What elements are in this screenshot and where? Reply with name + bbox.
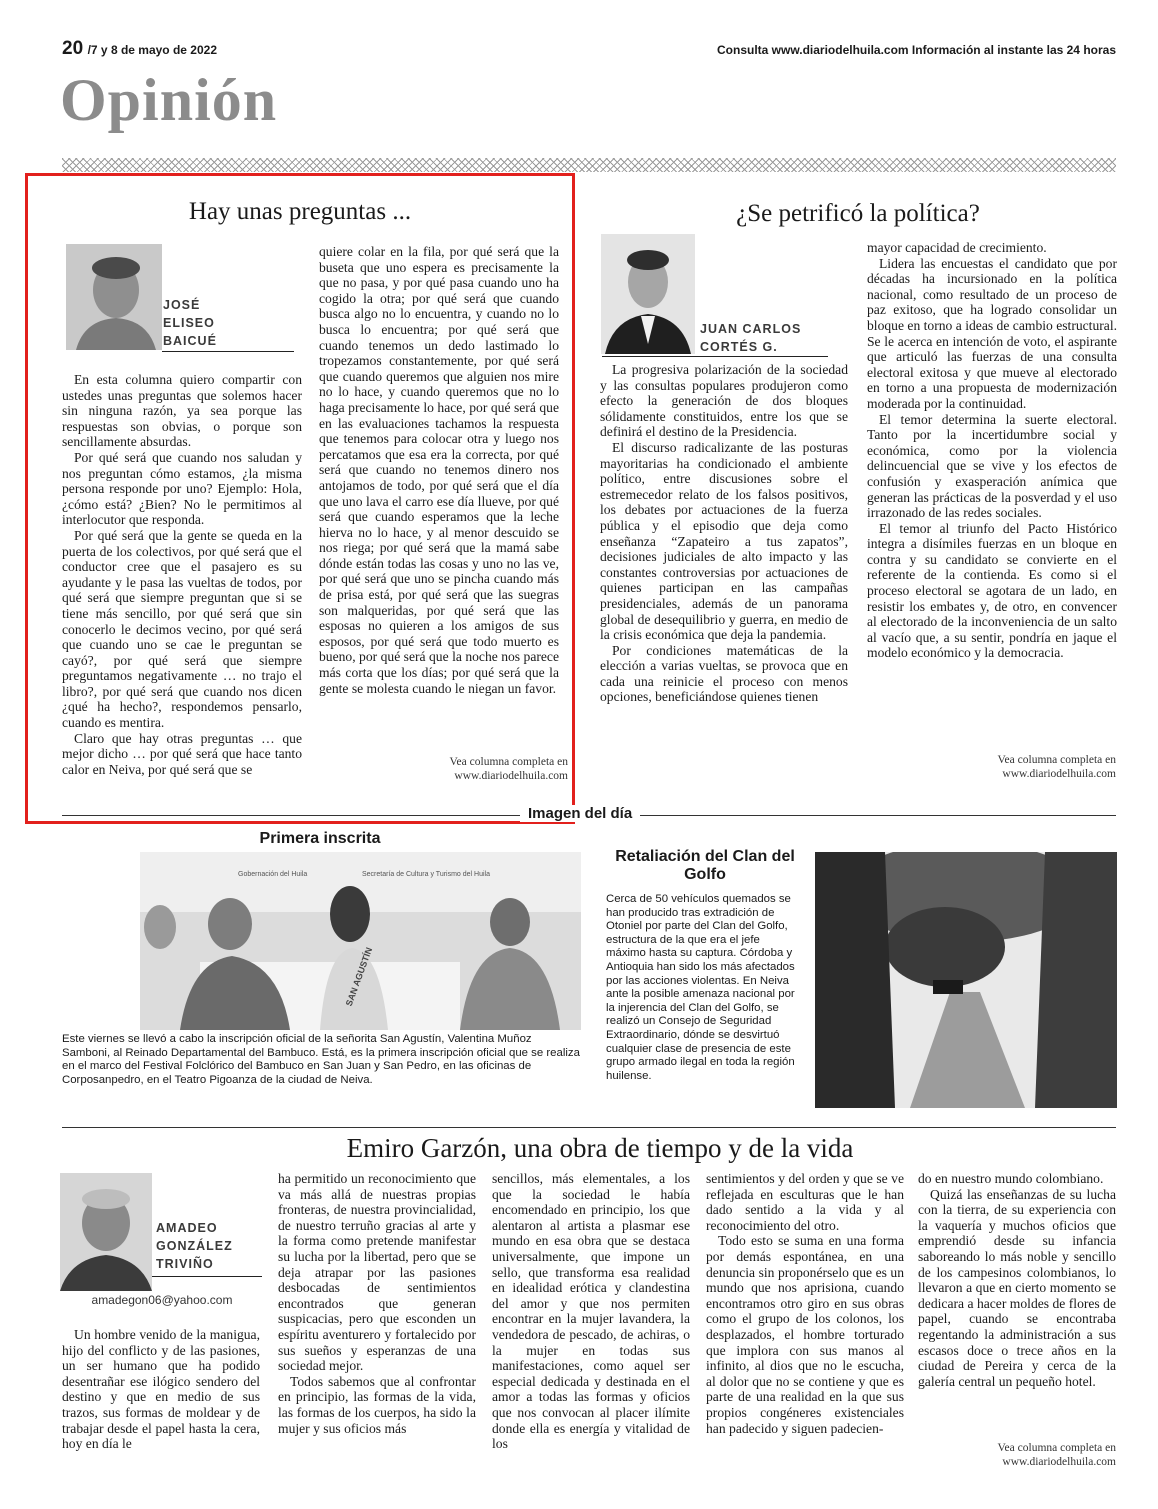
site-link[interactable]: www.diariodelhuila.com (771, 43, 909, 57)
imagen-del-dia-label: Imagen del día (520, 805, 640, 822)
article1-more[interactable]: Vea columna completa en www.diariodelhuila.com (449, 756, 568, 782)
article1-title: Hay unas preguntas ... (188, 198, 412, 225)
photo2-title: Retaliación del Clan del Golfo (615, 848, 795, 883)
photo1-sign1: Gobernación del Huila (238, 871, 308, 878)
author1-name: JOSÉ ELISEO BAICUÉ (163, 298, 217, 348)
tagline-suffix: Información al instante las 24 horas (908, 43, 1116, 57)
article2-column2: mayor capacidad de crecimiento. Lidera las encuestas el candidato que por décadas ha incursionado en la política nacional, como resultado de un proceso de paz exitoso, que ha logrado consolidar un bloque en torno a ideas de cambio estructural. Se le acerca en intención de voto, el aspirante que articuló las fuerzas de una consulta electoral exitosa y que mueve al electorado en torno a una propuesta de modernización moderada por la continuidad. El temor determina la suerte electoral. Tanto por la incertidumbre social y económica, como por la violencia delincuencial que se vive y los efectos de confusión y exasperación anímica que generan las prácticas de la posverdad y el uso irrazonado de las redes sociales. El temor al triunfo del Pacto Histórico integra a disímiles fuerzas en un bloque en contra y su candidato se convierte en el referente de la contienda. Es como si el proceso electoral se agotara de un lado, en resistir los embates y, de otro, en convencer al electorado de la inconveniencia de un salto al vacío que, a su sentir, pondría en jaque el modelo económico y la democracia. (867, 240, 1117, 661)
tagline-prefix: Consulta (717, 43, 772, 57)
article3-column4: sentimientos y del orden y que se ve reflejada en esculturas que le han dado sentido a la vida y al reconocimiento del otro. Todo esto se suma en una forma por demás espontánea, en una denuncia sin proponérselo que es un mundo que nos aprisiona, cuando encontramos otro giro en sus obras como el grupo de los colonos, los desplazados, el hombre torturado que implora con sus manos al infinito, al dios que no le escucha, al dolor que no se contiene y que es parte de una realidad en la que sus propios congéneres existenciales han padecido y siguen padecien- (706, 1171, 904, 1436)
photo1-sign2: Secretaría de Cultura y Turismo del Huila (362, 871, 490, 878)
article3-column1: Un hombre venido de la manigua, hijo del conflicto y de las pasiones, un ser humano que ha podido desentrañar ese ilógico sendero del destino y que en medio de sus trazos, sus formas de moldear y de trabajar desde el papel hasta la cera, hoy en día le (62, 1327, 260, 1452)
article2-title: ¿Se petrificó la política? (736, 200, 980, 227)
author2-photo (601, 234, 695, 354)
zigzag-divider (62, 158, 1116, 172)
author2-name: JUAN CARLOS CORTÉS G. (700, 322, 802, 354)
header-tagline (717, 43, 1116, 57)
article3-column5: do en nuestro mundo colombiano. Quizá las enseñanzas de su lucha con la tierra, de su experiencia con la vaquería y muchos oficios que emprendió desde su infancia saboreando lo más noble y sencillo de los campesinos colombianos, lo llevaron a que en cierto momento se dedicara a hacer moldes de flores de papel, cuando se encontraba regentando la administración a sus escasos doce o trece años en la ciudad de Pereira y cerca de la galería central un pequeño hotel. (918, 1171, 1116, 1389)
article3-column3: sencillos, más elementales, a los que la sociedad le había encomendado en principio, los que alentaron al artista a plasmar ese mundo en esa obra que se destaca universalmente, que impone un sello, que transforma esa realidad en idealidad erótica y clandestina del amor y que nos permiten encontrar en la mujer lavandera, la vendedora de pescado, de achiras, o la mujer en todas sus manifestaciones, como aquel ser especial dedicada y destinada en el amor a todas las formas y oficios que nos convocan al placer ilímite donde ella es energía y vitalidad de los (492, 1171, 690, 1452)
author3-underline (152, 1276, 262, 1277)
author3-photo (60, 1173, 152, 1291)
author3-name: AMADEO GONZÁLEZ TRIVIÑO (156, 1221, 233, 1271)
article3-more[interactable]: Vea columna completa en www.diariodelhuila.com (997, 1442, 1116, 1468)
photo2-caption: Cerca de 50 vehículos quemados se han producido tras extradición de Otoniel por parte del Clan del Golfo, estructura de la que era el jefe máximo hasta su captura. Córdoba y Antioquia han sido los más afectados por las acciones violentas. En Neiva ante la posible amenaza nacional por la injerencia del Clan del Golfo, se realizó un Consejo de Seguridad Extraordinario, dónde se desvirtuó cualquier clase de presencia de este grupo armado ilegal en toda la región huilense. (606, 893, 795, 1082)
page-header-left (62, 38, 217, 60)
article3-column2: ha permitido un reconocimiento que va más allá de nuestras propias fronteras, de nuestra provincialidad, de nuestro terruño gracias al arte y la forma como pretende manifestar su lucha por la libertad, pero que se deja atrapar por las pasiones desbocadas de sentimientos encontrados que generan suspicacias, pero que esconden un espíritu aventurero y fortalecido por sus sueños y esperanzas de una sociedad mejor. Todos sabemos que al confrontar en principio, las formas de la vida, las formas de los cuerpos, ha sido la mujer y sus oficios más (278, 1171, 476, 1436)
author2-underline (602, 356, 828, 357)
article2-more[interactable]: Vea columna completa en www.diariodelhuila.com (997, 754, 1116, 780)
page-number: 20 (62, 38, 84, 59)
author1-photo (66, 244, 162, 350)
article1-column1: En esta columna quiero compartir con ustedes unas preguntas que solemos hacer sin ninguna razón, ya sea porque las respuestas son obvias, o porque son sencillamente absurdas. Por qué será que cuando nos saludan y nos preguntan cómo estamos, ¿la misma persona responde por uno? Ejemplo: Hola, ¿cómo está? ¿Bien? No le permitimos al interlocutor que responda. Por qué será que la gente se queda en la puerta de los colectivos, por qué será que el conductor cree que el pasajero es su ayudante y le pasa las vueltas de todos, por qué será que siempre preguntan que si se tiene más sencillo, por qué será que sin conocerlo le decimos vecino, por qué será que cuando uno se cae le preguntan se cayó?, por qué será que siempre preguntamos negativamente … no trajo el libro?, por qué será que cuando nos dicen ¿qué ha hecho?, respondemos pensarlo, cuando es mentira. Claro que hay otras preguntas … que mejor dicho … por qué será que hace tanto calor en Neiva, por qué será que se (62, 372, 302, 777)
article3-divider (62, 1127, 1116, 1128)
photo1-sash: SAN AGUSTÍN (343, 946, 375, 1008)
photo1 (140, 852, 581, 1030)
photo1-title: Primera inscrita (259, 830, 381, 847)
article3-title: Emiro Garzón, una obra de tiempo y de la vida (346, 1133, 854, 1163)
article1-column2: quiere colar en la fila, por qué será que la buseta que uno espera es precisamente la que no pasa, y por qué pasa cuando uno ha cogido la otra; por qué será que cuando busca algo no lo encuentra, y cuando no lo busca lo encuentra; por qué será que cuando tenemos un dedo lastimado lo tropezamos constantemente, por qué será que cuando queremos que alguien nos mire no lo hace, y cuando queremos que no lo haga precisamente lo hace, por qué será que en las evaluaciones tachamos la respuesta que tenemos para colocar otra y luego nos percatamos que esa era la correcta, por qué será que cuando no tenemos dinero nos antojamos de todo, por qué será que el día que uno lava el carro ese día llueve, por qué será que cuando esperamos que la leche hierva no lo hace, y al menor descuido se nos riega; por qué será que la mamá sabe dónde están todas las cosas y uno no las ve, por qué será que uno se pincha cuando más de prisa está, por qué será que las suegras son malqueridas, por qué será que las esposas no quieren a los amigos de sus esposos, por qué será que todo muerto es bueno, por qué será que la noche nos parece más corta que los días; por qué será que la gente se molesta cuando le niegan un favor. (319, 244, 559, 696)
photo2 (815, 852, 1117, 1108)
photo1-caption: Este viernes se llevó a cabo la inscripción oficial de la señorita San Agustín, Valentina Muñoz Samboni, al Reinado Departamental del Bambuco. Está, es la primera inscripción oficial que se realiza en el marco del Festival Folclórico del Bambuco en San Juan y San Pedro, en las oficinas de Corposanpedro, en el Teatro Pigoanza de la ciudad de Neiva. (62, 1033, 580, 1086)
section-title: Opinión (60, 67, 278, 133)
article2-column1: La progresiva polarización de la sociedad y las consultas populares produjeron como efecto la generación de dos bloques sólidamente constituidos, entre los que se definirá el destino de la Presidencia. El discurso radicalizante de las posturas mayoritarias ha condicionado el ambiente político, entre discusiones sobre el estremecedor relato de los falsos positivos, los debates por actuaciones de la fuerza pública y el episodio que deja como enseñanza “Zapateiro a tus zapatos”, decisiones judiciales de alto impacto y las constantes controversias por actuaciones de quienes participan en las campañas presidenciales, además de un panorama global de desequilibrio y guerra, en medio de la crisis económica que deja la pandemia. Por condiciones matemáticas de la elección a varias vueltas, se provoca que en cada una reinicie el proceso con menos opciones, beneficiándose quienes tienen (600, 362, 848, 705)
issue-date: /7 y 8 de mayo de 2022 (87, 43, 218, 57)
author1-underline (162, 351, 294, 352)
author3-email[interactable]: amadegon06@yahoo.com (91, 1293, 233, 1307)
